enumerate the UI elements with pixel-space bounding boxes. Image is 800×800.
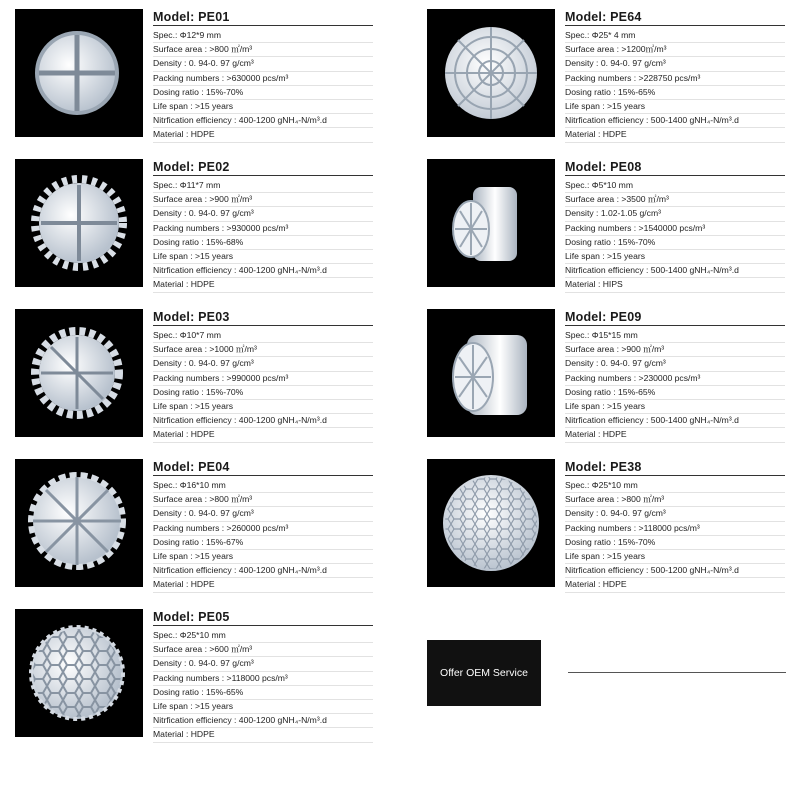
product-card-pe38 — [427, 459, 787, 589]
nitrification-row: Nitrfication efficiency : 500-1400 gNH₄-N/m³.d — [565, 114, 785, 128]
model-title: Model: PE64 — [565, 9, 785, 26]
surface-area-row: Surface area : >800 ㎡/m³ — [153, 493, 373, 507]
dosing-row: Dosing ratio : 15%-70% — [565, 536, 785, 550]
nitrification-row: Nitrfication efficiency : 400-1200 gNH₄-N/m³.d — [153, 714, 373, 728]
nitrification-row: Nitrfication efficiency : 400-1200 gNH₄-N/m³.d — [153, 114, 373, 128]
surface-area-row: Surface area : >1000 ㎡/m³ — [153, 343, 373, 357]
surface-area-row: Surface area : >800 ㎡/m³ — [565, 493, 785, 507]
material-row: Material : HDPE — [565, 578, 785, 592]
life-span-row: Life span : >15 years — [153, 100, 373, 114]
product-card-pe04 — [15, 459, 375, 589]
dosing-row: Dosing ratio : 15%-65% — [565, 386, 785, 400]
nitrification-row: Nitrfication efficiency : 400-1200 gNH₄-N/m³.d — [153, 564, 373, 578]
life-span-row: Life span : >15 years — [565, 400, 785, 414]
model-title: Model: PE08 — [565, 159, 785, 176]
product-card-pe08 — [427, 159, 787, 289]
density-row: Density : 1.02-1.05 g/cm³ — [565, 207, 785, 221]
divider-line — [568, 672, 786, 673]
spec-row: Spec.: Φ5*10 mm — [565, 179, 785, 193]
spec-row: Spec.: Φ10*7 mm — [153, 329, 373, 343]
density-row: Density : 0. 94-0. 97 g/cm³ — [153, 657, 373, 671]
model-title: Model: PE03 — [153, 309, 373, 326]
spec-row: Spec.: Φ16*10 mm — [153, 479, 373, 493]
dosing-row: Dosing ratio : 15%-70% — [153, 386, 373, 400]
spec-row: Spec.: Φ11*7 mm — [153, 179, 373, 193]
spec-row: Spec.: Φ12*9 mm — [153, 29, 373, 43]
packing-row: Packing numbers : >230000 pcs/m³ — [565, 372, 785, 386]
product-card-pe64 — [427, 9, 787, 139]
material-row: Material : HDPE — [153, 428, 373, 442]
life-span-row: Life span : >15 years — [153, 700, 373, 714]
life-span-row: Life span : >15 years — [565, 100, 785, 114]
density-row: Density : 0. 94-0. 97 g/cm³ — [153, 357, 373, 371]
model-title: Model: PE38 — [565, 459, 785, 476]
model-title: Model: PE04 — [153, 459, 373, 476]
nitrification-row: Nitrfication efficiency : 500-1200 gNH₄-N/m³.d — [565, 564, 785, 578]
product-card-pe09 — [427, 309, 787, 439]
spec-row: Spec.: Φ25*10 mm — [565, 479, 785, 493]
nitrification-row: Nitrfication efficiency : 400-1200 gNH₄-N/m³.d — [153, 414, 373, 428]
material-row: Material : HIPS — [565, 278, 785, 292]
density-row: Density : 0. 94-0. 97 g/cm³ — [153, 57, 373, 71]
life-span-row: Life span : >15 years — [153, 400, 373, 414]
packing-row: Packing numbers : >118000 pcs/m³ — [153, 672, 373, 686]
dosing-row: Dosing ratio : 15%-70% — [153, 86, 373, 100]
packing-row: Packing numbers : >930000 pcs/m³ — [153, 222, 373, 236]
product-photo-pe08 — [427, 159, 555, 287]
density-row: Density : 0. 94-0. 97 g/cm³ — [565, 57, 785, 71]
surface-area-row: Surface area : >800 ㎡/m³ — [153, 43, 373, 57]
oem-service-label: Offer OEM Service — [440, 667, 528, 679]
product-photo-pe04 — [15, 459, 143, 587]
model-title: Model: PE01 — [153, 9, 373, 26]
material-row: Material : HDPE — [153, 728, 373, 742]
product-photo-pe64 — [427, 9, 555, 137]
product-photo-pe38 — [427, 459, 555, 587]
product-card-pe03 — [15, 309, 375, 439]
density-row: Density : 0. 94-0. 97 g/cm³ — [153, 507, 373, 521]
density-row: Density : 0. 94-0. 97 g/cm³ — [565, 507, 785, 521]
surface-area-row: Surface area : >600 ㎡/m³ — [153, 643, 373, 657]
product-photo-pe05 — [15, 609, 143, 737]
product-card-pe01 — [15, 9, 375, 139]
product-photo-pe02 — [15, 159, 143, 287]
density-row: Density : 0. 94-0. 97 g/cm³ — [153, 207, 373, 221]
material-row: Material : HDPE — [153, 128, 373, 142]
product-photo-pe09 — [427, 309, 555, 437]
nitrification-row: Nitrfication efficiency : 500-1400 gNH₄-N/m³.d — [565, 414, 785, 428]
oem-service-banner — [427, 640, 541, 706]
model-title: Model: PE09 — [565, 309, 785, 326]
packing-row: Packing numbers : >118000 pcs/m³ — [565, 522, 785, 536]
packing-row: Packing numbers : >228750 pcs/m³ — [565, 72, 785, 86]
surface-area-row: Surface area : >900 ㎡/m³ — [153, 193, 373, 207]
surface-area-row: Surface area : >900 ㎡/m³ — [565, 343, 785, 357]
life-span-row: Life span : >15 years — [153, 550, 373, 564]
material-row: Material : HDPE — [153, 278, 373, 292]
material-row: Material : HDPE — [153, 578, 373, 592]
dosing-row: Dosing ratio : 15%-68% — [153, 236, 373, 250]
packing-row: Packing numbers : >260000 pcs/m³ — [153, 522, 373, 536]
dosing-row: Dosing ratio : 15%-65% — [565, 86, 785, 100]
packing-row: Packing numbers : >990000 pcs/m³ — [153, 372, 373, 386]
density-row: Density : 0. 94-0. 97 g/cm³ — [565, 357, 785, 371]
dosing-row: Dosing ratio : 15%-70% — [565, 236, 785, 250]
material-row: Material : HDPE — [565, 128, 785, 142]
surface-area-row: Surface area : >1200㎡/m³ — [565, 43, 785, 57]
product-card-pe05 — [15, 609, 375, 739]
spec-row: Spec.: Φ25*10 mm — [153, 629, 373, 643]
product-photo-pe03 — [15, 309, 143, 437]
spec-row: Spec.: Φ25* 4 mm — [565, 29, 785, 43]
dosing-row: Dosing ratio : 15%-65% — [153, 686, 373, 700]
packing-row: Packing numbers : >630000 pcs/m³ — [153, 72, 373, 86]
life-span-row: Life span : >15 years — [153, 250, 373, 264]
packing-row: Packing numbers : >1540000 pcs/m³ — [565, 222, 785, 236]
life-span-row: Life span : >15 years — [565, 250, 785, 264]
nitrification-row: Nitrfication efficiency : 500-1400 gNH₄-N/m³.d — [565, 264, 785, 278]
material-row: Material : HDPE — [565, 428, 785, 442]
product-photo-pe01 — [15, 9, 143, 137]
surface-area-row: Surface area : >3500 ㎡/m³ — [565, 193, 785, 207]
nitrification-row: Nitrfication efficiency : 400-1200 gNH₄-N/m³.d — [153, 264, 373, 278]
spec-row: Spec.: Φ15*15 mm — [565, 329, 785, 343]
model-title: Model: PE02 — [153, 159, 373, 176]
product-card-pe02 — [15, 159, 375, 289]
model-title: Model: PE05 — [153, 609, 373, 626]
dosing-row: Dosing ratio : 15%-67% — [153, 536, 373, 550]
life-span-row: Life span : >15 years — [565, 550, 785, 564]
